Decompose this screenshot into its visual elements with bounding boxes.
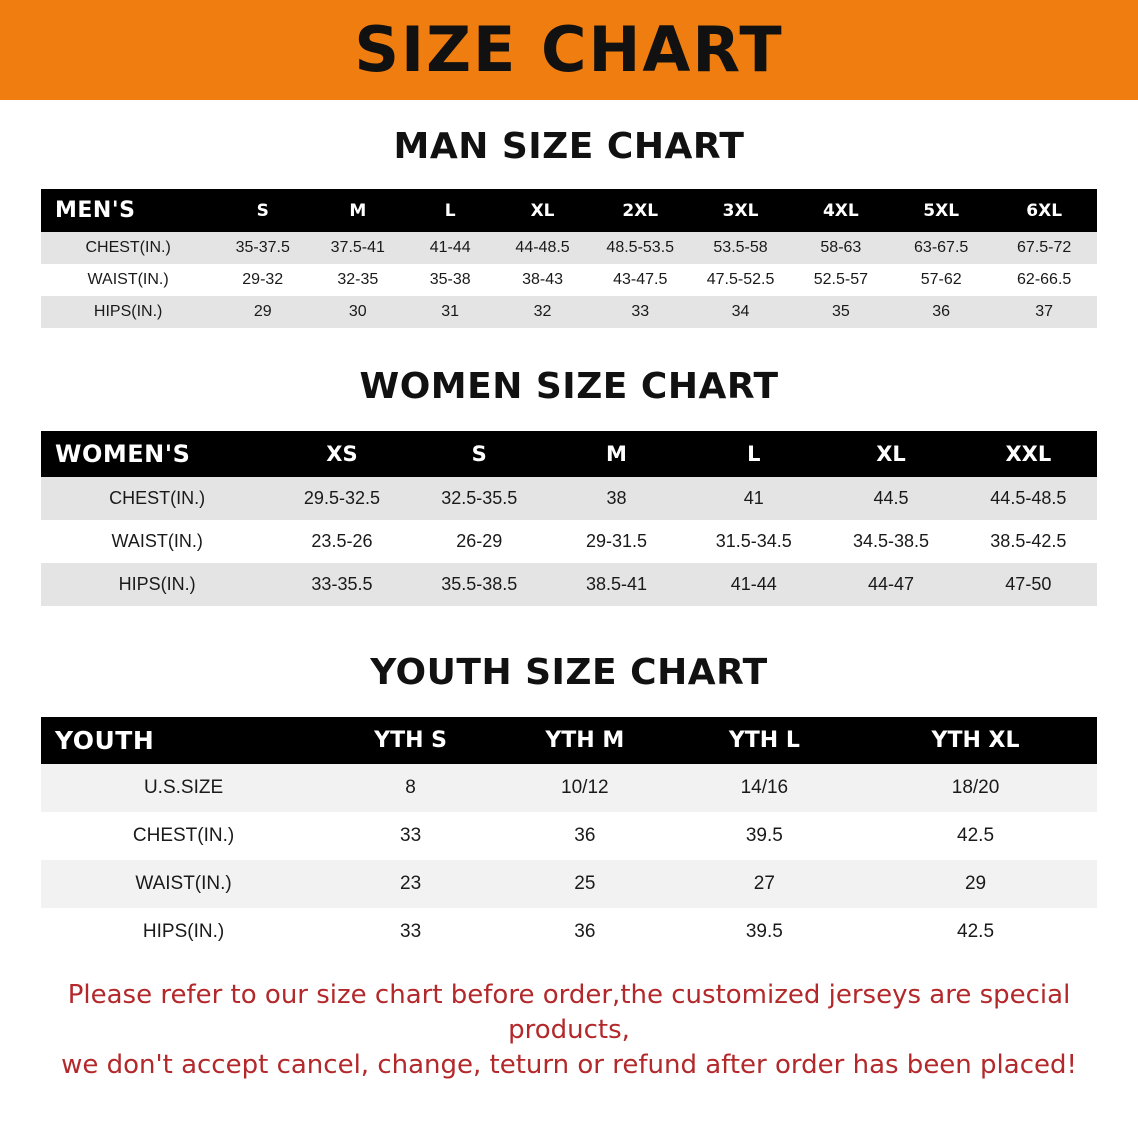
row-label: HIPS(IN.) — [118, 574, 196, 594]
table-cell: 14/16 — [740, 777, 789, 798]
table-cell: 42.5 — [957, 825, 995, 846]
table-cell: 33 — [400, 921, 422, 942]
youth-size-table — [41, 717, 1097, 956]
table-row — [41, 296, 1097, 328]
table-cell: 35-37.5 — [235, 239, 290, 256]
row-label: HIPS(IN.) — [142, 921, 225, 942]
column-header: 2XL — [622, 200, 659, 221]
row-label: CHEST(IN.) — [132, 825, 235, 846]
table-cell: 32 — [533, 303, 552, 320]
row-label: WAIST(IN.) — [135, 873, 232, 894]
table-cell: 41-44 — [730, 574, 777, 594]
table-cell: 25 — [574, 873, 596, 894]
table-cell: 43-47.5 — [613, 271, 668, 288]
women-size-table — [41, 431, 1097, 606]
table-cell: 44.5 — [873, 488, 909, 508]
column-header: YTH XL — [931, 728, 1020, 753]
table-cell: 34.5-38.5 — [852, 531, 930, 551]
table-row — [41, 477, 1097, 520]
table-row — [41, 908, 1097, 956]
table-cell: 67.5-72 — [1017, 239, 1072, 256]
table-cell: 37 — [1035, 303, 1054, 320]
table-cell: 29.5-32.5 — [303, 488, 380, 508]
column-header: XS — [326, 442, 358, 466]
table-cell: 38.5-42.5 — [990, 531, 1067, 551]
table-cell: 36 — [574, 825, 596, 846]
table-cell: 32.5-35.5 — [441, 488, 518, 508]
column-header: YTH M — [545, 728, 625, 753]
column-header: MEN'S — [55, 198, 136, 223]
table-cell: 38 — [606, 488, 627, 508]
column-header: M — [606, 442, 627, 466]
column-header: XL — [876, 442, 906, 466]
row-label: CHEST(IN.) — [85, 239, 171, 256]
women-table-wrap — [41, 431, 1097, 606]
table-row — [41, 764, 1097, 812]
table-cell: 30 — [348, 303, 367, 320]
table-cell: 37.5-41 — [330, 239, 385, 256]
table-cell: 33 — [400, 825, 422, 846]
table-cell: 36 — [932, 303, 951, 320]
column-header: S — [471, 442, 487, 466]
column-header: L — [747, 442, 761, 466]
man-section-title: MAN SIZE CHART — [393, 126, 745, 167]
column-header: 6XL — [1026, 200, 1063, 221]
column-header: S — [256, 200, 269, 221]
table-cell: 44.5-48.5 — [990, 488, 1067, 508]
row-label: U.S.SIZE — [143, 777, 224, 798]
banner — [0, 0, 1138, 100]
table-cell: 29 — [253, 303, 272, 320]
youth-section-title: YOUTH SIZE CHART — [370, 652, 768, 693]
table-row — [41, 563, 1097, 606]
table-cell: 29-31.5 — [585, 531, 648, 551]
table-cell: 41-44 — [429, 239, 471, 256]
table-row — [41, 264, 1097, 296]
table-cell: 58-63 — [820, 239, 862, 256]
man-table-wrap — [41, 189, 1097, 328]
table-cell: 31 — [441, 303, 460, 320]
table-cell: 34 — [731, 303, 750, 320]
table-cell: 29-32 — [242, 271, 284, 288]
table-cell: 38-43 — [522, 271, 564, 288]
man-size-table — [41, 189, 1097, 328]
table-cell: 52.5-57 — [813, 271, 868, 288]
table-cell: 26-29 — [456, 531, 503, 551]
disclaimer-line-2: we don't accept cancel, change, teturn or refund after order has been placed! — [61, 1050, 1077, 1081]
table-cell: 47-50 — [1005, 574, 1052, 594]
column-header: XXL — [1005, 442, 1052, 466]
row-label: WAIST(IN.) — [111, 531, 203, 551]
table-cell: 44-47 — [868, 574, 915, 594]
table-row — [41, 232, 1097, 264]
table-cell: 48.5-53.5 — [606, 239, 675, 256]
column-header: WOMEN'S — [55, 440, 191, 468]
table-cell: 8 — [405, 777, 416, 798]
women-section-title: WOMEN SIZE CHART — [359, 366, 779, 407]
column-header: 3XL — [722, 200, 759, 221]
table-cell: 38.5-41 — [585, 574, 648, 594]
table-cell: 42.5 — [957, 921, 995, 942]
table-cell: 41 — [743, 488, 764, 508]
row-label: CHEST(IN.) — [109, 488, 206, 508]
table-header-row — [41, 717, 1097, 764]
table-cell: 27 — [753, 873, 775, 894]
column-header: M — [349, 200, 367, 221]
youth-table-wrap — [41, 717, 1097, 956]
row-label: HIPS(IN.) — [93, 303, 163, 320]
table-cell: 32-35 — [337, 271, 379, 288]
column-header: YOUTH — [55, 726, 155, 755]
table-row — [41, 520, 1097, 563]
table-cell: 31.5-34.5 — [715, 531, 792, 551]
table-row — [41, 860, 1097, 908]
table-row — [41, 812, 1097, 860]
page-title: SIZE CHART — [354, 13, 784, 86]
disclaimer-line-1: Please refer to our size chart before order,the customized jerseys are special products, — [67, 980, 1071, 1046]
table-cell: 62-66.5 — [1017, 271, 1072, 288]
column-header: 5XL — [923, 200, 960, 221]
column-header: YTH S — [374, 728, 448, 753]
table-cell: 35-38 — [429, 271, 471, 288]
table-cell: 18/20 — [951, 777, 1000, 798]
table-cell: 36 — [574, 921, 596, 942]
table-cell: 44-48.5 — [515, 239, 570, 256]
column-header: 4XL — [822, 200, 859, 221]
column-header: XL — [530, 200, 555, 221]
table-cell: 33 — [631, 303, 650, 320]
table-cell: 23 — [400, 873, 422, 894]
table-cell: 39.5 — [745, 825, 783, 846]
table-cell: 47.5-52.5 — [706, 271, 775, 288]
table-cell: 10/12 — [561, 777, 609, 798]
table-cell: 53.5-58 — [713, 239, 768, 256]
table-cell: 35.5-38.5 — [441, 574, 518, 594]
table-cell: 63-67.5 — [914, 239, 969, 256]
table-cell: 57-62 — [920, 271, 962, 288]
table-cell: 39.5 — [745, 921, 783, 942]
table-cell: 29 — [964, 873, 987, 894]
table-header-row — [41, 431, 1097, 477]
row-label: WAIST(IN.) — [87, 271, 169, 288]
table-header-row — [41, 189, 1097, 232]
disclaimer-note — [36, 978, 1102, 1083]
column-header: YTH L — [728, 728, 800, 753]
table-cell: 23.5-26 — [311, 531, 373, 551]
table-cell: 35 — [831, 303, 850, 320]
table-cell: 33-35.5 — [311, 574, 373, 594]
column-header: L — [444, 200, 456, 221]
